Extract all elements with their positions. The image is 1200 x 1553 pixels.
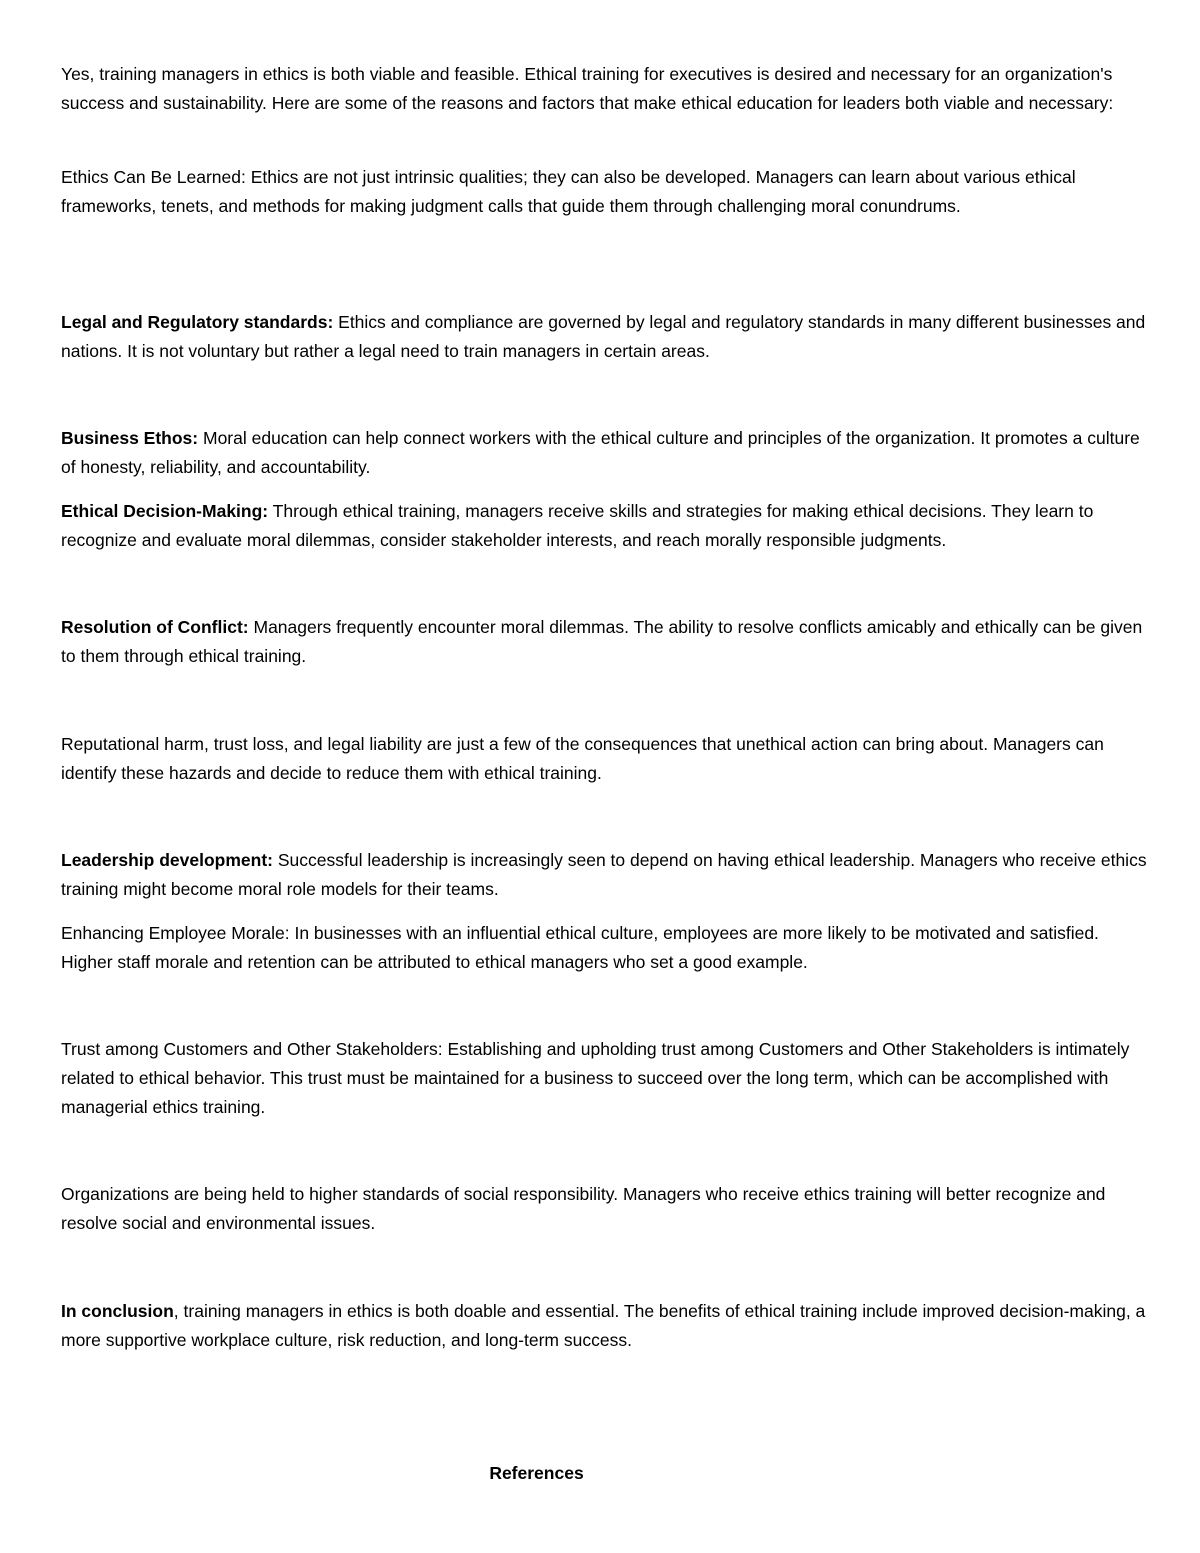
- paragraph-text: Trust among Customers and Other Stakeholders: Establishing and upholding trust among Customers and Other Stakeholders is intimately related to ethical behavior. This trust must be maintained for a business to succeed over the long term, which can be accomplished with managerial ethics training.: [61, 1039, 1130, 1117]
- paragraph-lead: Resolution of Conflict:: [61, 617, 249, 637]
- paragraph-lead: Ethical Decision-Making:: [61, 501, 269, 521]
- paragraph-lead: In conclusion: [61, 1301, 174, 1321]
- paragraph-lead: Business Ethos:: [61, 428, 199, 448]
- paragraph-ethics-can-be-learned: [61, 163, 1151, 221]
- paragraph-text: Ethics Can Be Learned: Ethics are not just intrinsic qualities; they can also be developed. Managers can learn about various ethical frameworks, tenets, and methods for making judgment calls that guide them through challenging moral conundrums.: [61, 167, 1076, 216]
- paragraph-stakeholder-trust: [61, 1035, 1151, 1122]
- paragraph-text: Moral education can help connect workers with the ethical culture and principles of the organization. It promotes a culture of honesty, reliability, and accountability.: [61, 428, 1140, 477]
- paragraph-text: Reputational harm, trust loss, and legal liability are just a few of the consequences that unethical action can bring about. Managers can identify these hazards and decide to reduce them with ethical training.: [61, 734, 1104, 783]
- paragraph-legal-regulatory: [61, 308, 1151, 366]
- paragraph-leadership-development: [61, 846, 1151, 904]
- paragraph-text: Yes, training managers in ethics is both viable and feasible. Ethical training for executives is desired and necessary for an organization's success and sustainability. Here are some of the reasons and factors that make ethical education for leaders both viable and necessary:: [61, 64, 1114, 113]
- paragraph-business-ethos: [61, 424, 1151, 482]
- paragraph-social-responsibility: [61, 1180, 1151, 1238]
- paragraph-reputational-harm: [61, 730, 1151, 788]
- references-heading: References: [489, 1463, 584, 1483]
- paragraph-lead: Legal and Regulatory standards:: [61, 312, 334, 332]
- paragraph-text: Organizations are being held to higher standards of social responsibility. Managers who receive ethics training will better recognize and resolve social and environmental issues.: [61, 1184, 1106, 1233]
- paragraph-text: Managers frequently encounter moral dilemmas. The ability to resolve conflicts amicably and ethically can be given to them through ethical training.: [61, 617, 1143, 666]
- paragraph-intro: [61, 60, 1151, 118]
- paragraph-employee-morale: [61, 919, 1151, 977]
- paragraph-text: Successful leadership is increasingly seen to depend on having ethical leadership. Managers who receive ethics training might become moral role models for their teams.: [61, 850, 1147, 899]
- paragraph-ethical-decision-making: [61, 497, 1151, 555]
- paragraph-text: Through ethical training, managers receive skills and strategies for making ethical decisions. They learn to recognize and evaluate moral dilemmas, consider stakeholder interests, and reach morally responsible judgments.: [61, 501, 1094, 550]
- paragraph-lead: Leadership development:: [61, 850, 273, 870]
- paragraph-conclusion: [61, 1297, 1151, 1355]
- paragraph-resolution-of-conflict: [61, 613, 1151, 671]
- paragraph-text: , training managers in ethics is both doable and essential. The benefits of ethical training include improved decision-making, a more supportive workplace culture, risk reduction, and long-term success.: [61, 1301, 1146, 1350]
- paragraph-text: Enhancing Employee Morale: In businesses with an influential ethical culture, employees are more likely to be motivated and satisfied. Higher staff morale and retention can be attributed to ethical managers who set a good example.: [61, 923, 1099, 972]
- paragraph-text: Ethics and compliance are governed by legal and regulatory standards in many different businesses and nations. It is not voluntary but rather a legal need to train managers in certain areas.: [61, 312, 1146, 361]
